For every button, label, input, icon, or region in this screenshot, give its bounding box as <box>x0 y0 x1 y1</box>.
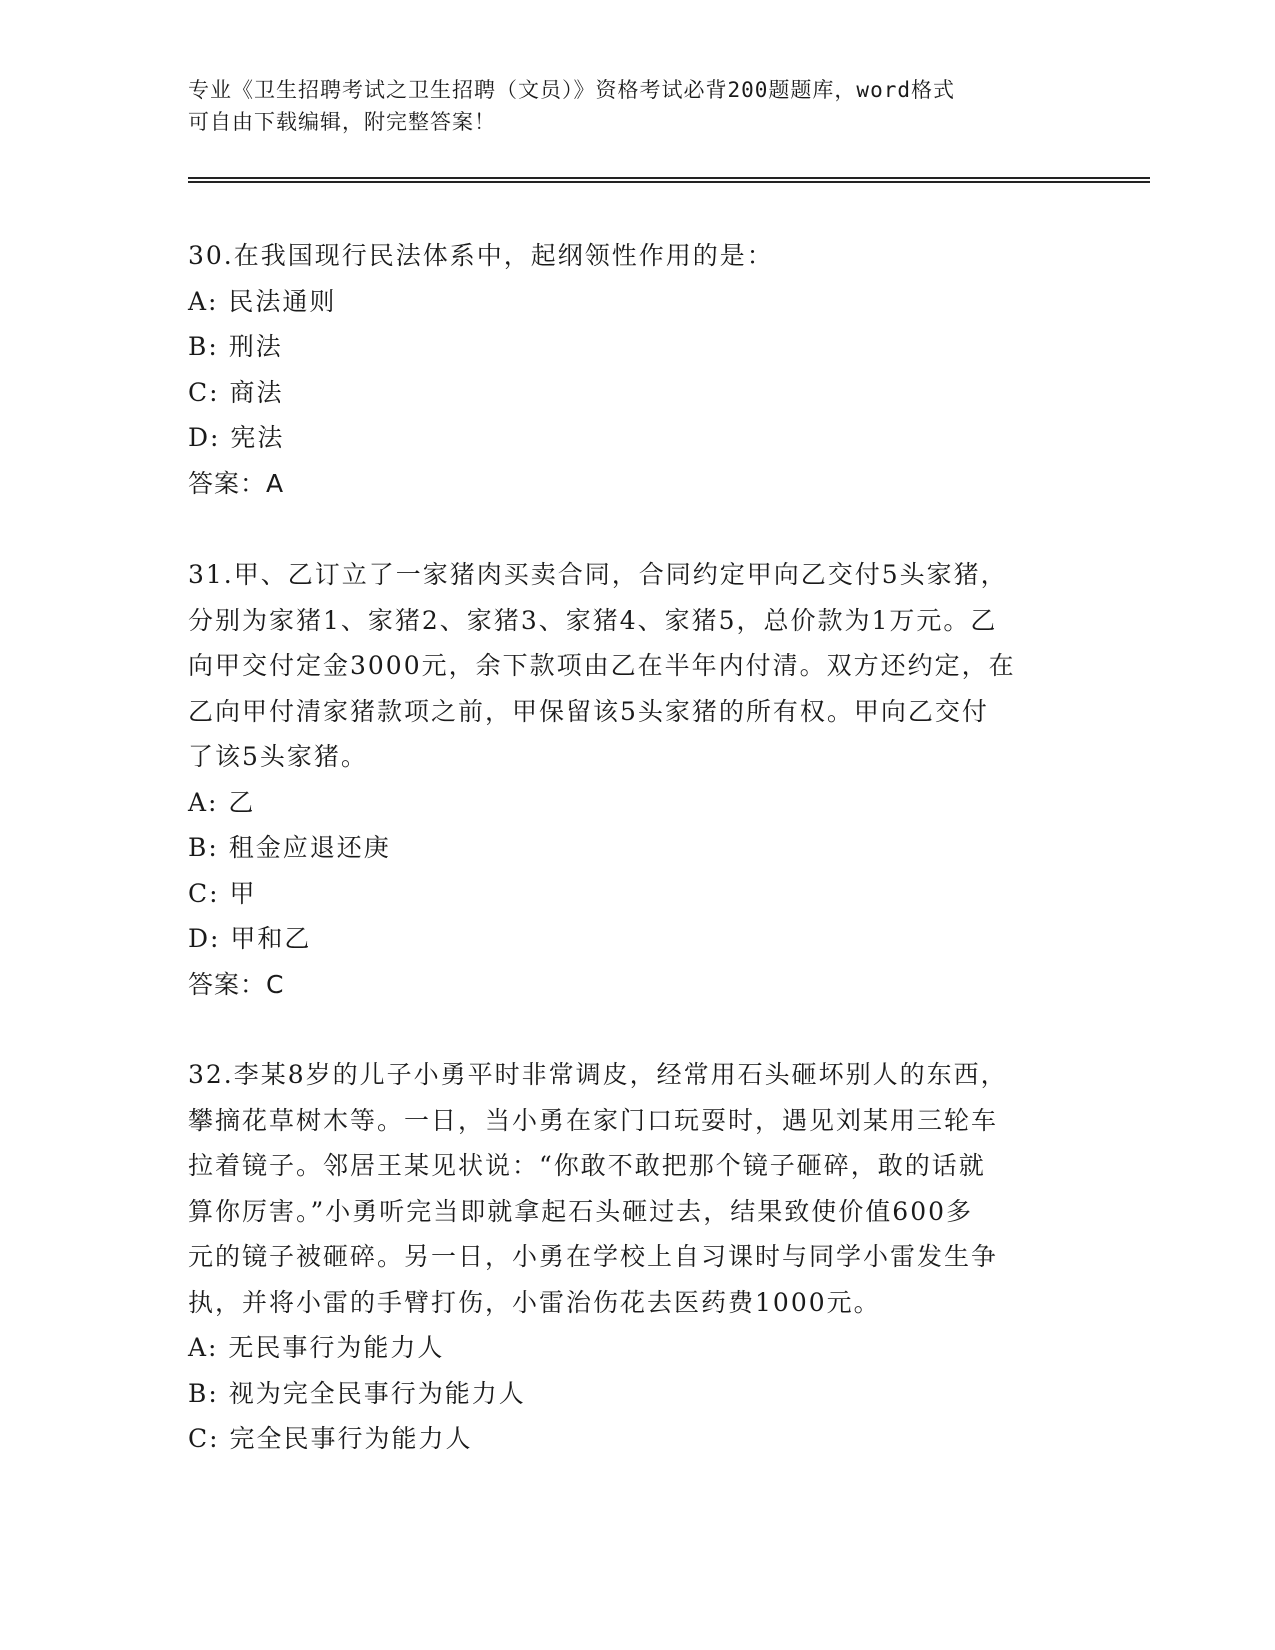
option-c: C: 甲 <box>188 878 257 908</box>
option-c: C: 完全民事行为能力人 <box>188 1424 473 1453</box>
document-header <box>188 74 1068 138</box>
header-line-1: 专业《卫生招聘考试之卫生招聘（文员）》资格考试必背200题题库，word格式 <box>188 78 955 102</box>
option-d: D: 宪法 <box>188 423 285 452</box>
question-30 <box>188 233 1088 506</box>
answer: 答案：C <box>188 969 285 999</box>
question-stem-line: 32.李某8岁的儿子小勇平时非常调皮，经常用石头砸坏别人的东西， <box>188 1060 1008 1089</box>
question-stem: 30.在我国现行民法体系中，起纲领性作用的是： <box>188 241 774 270</box>
question-32 <box>188 1052 1088 1462</box>
option-a: A: 无民事行为能力人 <box>188 1333 445 1362</box>
header-double-rule <box>188 177 1150 183</box>
question-stem-line: 了该5头家猪。 <box>188 742 368 771</box>
option-c: C: 商法 <box>188 377 284 407</box>
option-a: A: 乙 <box>188 787 256 817</box>
question-stem-line: 攀摘花草树木等。一日，当小勇在家门口玩耍时，遇见刘某用三轮车 <box>188 1105 999 1135</box>
question-stem-line: 向甲交付定金3000元，余下款项由乙在半年内付清。双方还约定，在 <box>188 651 1016 680</box>
option-a: A: 民法通则 <box>188 286 337 316</box>
question-stem-line: 元的镜子被砸碎。另一日，小勇在学校上自习课时与同学小雷发生争 <box>188 1242 999 1271</box>
question-stem-line: 31.甲、乙订立了一家猪肉买卖合同，合同约定甲向乙交付5头家猪， <box>188 560 1008 589</box>
header-line-2: 可自由下载编辑，附完整答案！ <box>188 110 496 134</box>
question-stem-line: 分别为家猪1、家猪2、家猪3、家猪4、家猪5，总价款为1万元。乙 <box>188 605 998 635</box>
question-stem-line: 算你厉害。”小勇听完当即就拿起石头砸过去，结果致使价值600多 <box>188 1196 974 1226</box>
question-stem-line: 执，并将小雷的手臂打伤，小雷治伤花去医药费1000元。 <box>188 1287 881 1317</box>
option-b: B: 租金应退还庚 <box>188 833 391 862</box>
option-b: B: 刑法 <box>188 332 283 361</box>
question-stem-line: 拉着镜子。邻居王某见状说：“你敢不敢把那个镜子砸碎，敢的话就 <box>188 1151 986 1180</box>
option-d: D: 甲和乙 <box>188 924 312 953</box>
answer: 答案：A <box>188 468 285 498</box>
question-stem-line: 乙向甲付清家猪款项之前，甲保留该5头家猪的所有权。甲向乙交付 <box>188 696 989 726</box>
question-31 <box>188 552 1088 1007</box>
option-b: B: 视为完全民事行为能力人 <box>188 1378 526 1408</box>
